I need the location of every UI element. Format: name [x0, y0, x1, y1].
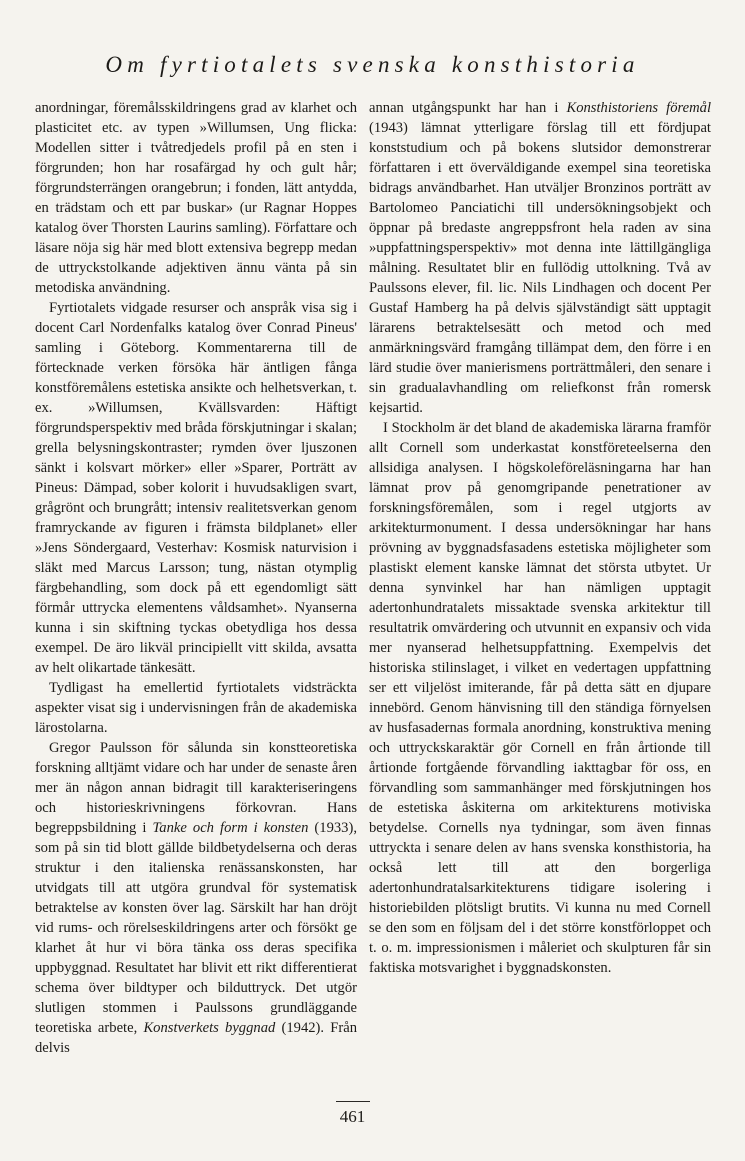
- paragraph: Tydligast ha emellertid fyrtiotalets vidsträckta aspekter visat sig i undervisningen från de akademiska lärostolarna.: [35, 680, 357, 736]
- paragraph: anordningar, föremålsskildringens grad av klarhet och plasticitet etc. av typen »Willumsen, Ung flicka: Modellen sitter i tvåtredjedels profil på en sten i förgrunden; hon har rosafärgad hy och gult hår; förgrundsterrängen orangebrun; i fonden, lätt antydda, en trädstam och ett par buskar» (ur Ragnar Hoppes katalog över Thorsten Laurins samling). Författare och läsare nöja sig här med blott extensiva begrepp medan de uttryckstolkande adjektiven ännu vänta på sin metodiska användning.: [35, 100, 357, 296]
- text-run: (1933), som på sin tid blott gällde bildbetydelserna och deras struktur i den italienska renässanskonsten, har utvidgats till att utgöra grundval för systematisk betraktelse av konsten över lag. Särskilt har han dröjt vid rums- och rörelseskildringens arter och försökt ge klarhet åt hur vi böra tänka oss deras specifika uppbyggnad. Resultatet har blivit ett rikt differentierat schema över bildtyper och bilduttryck. Det utgör slutligen stommen i Paulssons grundläggande teoretiska arbete,: [35, 820, 357, 1036]
- text-run: (1943) lämnat ytterligare förslag till ett fördjupat konststudium och på bokens slutsidor demonstrerar författaren i ett överväldigande exempel sina teoretiska bidrags användbarhet. Han utväljer Bronzinos porträtt av Bartolomeo Panciatichi till undersökningsobjekt och öppnar på bredaste angreppsfront hela raden av sina »uppfattningsperspektiv» mot denna inte lättillgängliga målning. Resultatet blir en fullödig uttolkning. Två av Paulssons elever, fil. lic. Nils Lindhagen och docent Per Gustaf Hamberg ha på delvis självständigt sätt upptagit lärarens betraktelsesätt och metod och med anmärkningsvärd framgång tillämpat dem, den förre i en lärd studie över manierismens porträttmåleri, den senare i sin gradualavhandling om reliefkonst från romersk kejsartid.: [369, 120, 711, 416]
- right-column: [369, 98, 711, 978]
- text-run: Gregor Paulsson för sålunda sin konstteoretiska forskning alltjämt vidare och har under de senaste åren mer än någon annan bidragit till karakteriseringens och historieskrivningens förkovran. Hans begreppsbildning i: [35, 740, 357, 836]
- running-header: Om fyrtiotalets svenska konsthistoria: [105, 52, 640, 77]
- page-number-rule: [336, 1101, 370, 1102]
- text-run: annan utgångspunkt har han i: [369, 100, 567, 116]
- book-title: Tanke och form i konsten: [152, 820, 309, 836]
- book-title: Konstverkets byggnad: [143, 1020, 276, 1036]
- book-title: Konsthistoriens föremål: [566, 100, 711, 116]
- paragraph: [35, 738, 357, 1058]
- paragraph: [369, 98, 711, 418]
- text-run: (1942). Från delvis: [35, 1020, 358, 1056]
- left-column: [35, 98, 357, 1058]
- paragraph: Fyrtiotalets vidgade resurser och anspråk visa sig i docent Carl Nordenfalks katalog över Conrad Pineus' samling i Göteborg. Kommentarerna till de förtecknade verken försöka här äntligen fånga konstföremålens estetiska ansikte och helhetsverkan, t. ex. »Willumsen, Kvällsvarden: Häftigt förgrundsperspektiv med bråda förskjutningar i skalan; grella belysningskontraster; rymden över ljuszonen sänkt i kolsvart mörker» eller »Sparer, Porträtt av Pineus: Dämpad, sober kolorit i huvudsakligen svart, grågrönt och brungrått; intensiv realitetsverkan genom framryckande av figuren i främsta bildplanet» eller »Jens Söndergaard, Vesterhav: Kosmisk naturvision i släkt med Marcus Larsson; tung, nästan otymplig färgbehandling, som dock på ett egendomligt sätt förmår uttrycka elementens våldsamhet». Nyanserna kunna i sin skiftning tyckas obetydliga hos dessa exempel. De äro likväl principiellt vitt skilda, avsatta av helt olikartade tänkesätt.: [35, 300, 357, 676]
- page-number: 461: [339, 1107, 366, 1126]
- paragraph: I Stockholm är det bland de akademiska lärarna framför allt Cornell som underkastat konstföreteelserna den allsidiga analysen. I högskoleföreläsningarna har han lämnat prov på genomgripande penetrationer av forskningsföremålen, som i regel utgjorts av arkitekturmonument. I dessa undersökningar har hans prövning av byggnadsfasadens estetiska möjligheter som plastiskt element kanske lämnat det största utbytet. Ur denna synvinkel har han nämligen upptagit adertonhundratalets missaktade svenska arkitektur till resultatrik omvärdering och utvunnit en expansiv och vida mer nyanserad helhetsuppfattning. Exempelvis det historiska stilinslaget, i vilket en vedertagen uppfattning ser ett viljelöst imiterande, får på detta sätt en djupare innebörd. Genom hänvisning till den ständiga förnyelsen av husfasadernas formala anordning, konstruktiva mening och uttryckskaraktär gör Cornell en från årtionde till årtionde fortgående förvandling iakttagbar för oss, en förvandling som sammanhänger med förskjutningen hos de estetiska åskiterna om arkitekturens motiviska betydelse. Cornells nya tydningar, som även finnas uttryckta i senare delen av hans svenska konsthistoria, ha också lett till att den borgerliga adertonhundratalsarkitekturens tidigare isolering i historiebilden plötsligt brutits. Vi kunna nu med Cornell se den som en följsam del i det större konstförloppet och t. o. m. impressionismen i måleriet och skulpturen får sin faktiska motsvarighet i byggnadskonsten.: [369, 420, 711, 976]
